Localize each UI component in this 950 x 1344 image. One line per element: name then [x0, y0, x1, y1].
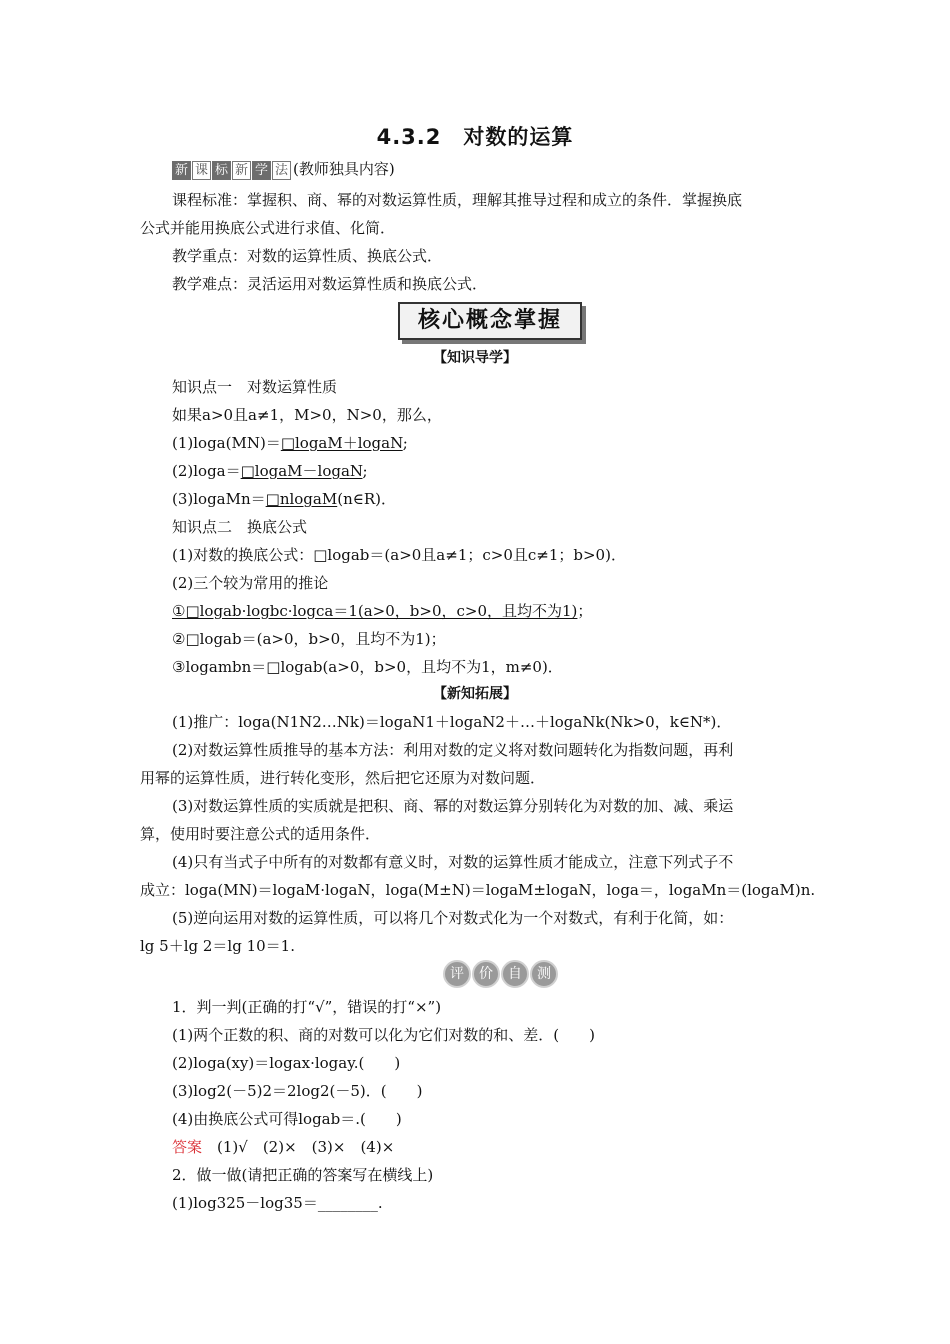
- answer-fill: □logaM－logaN: [240, 462, 363, 480]
- answer-text: (1)√ (2)× (3)× (4)×: [202, 1138, 395, 1156]
- kp1-heading: 知识点一 对数运算性质: [172, 378, 338, 396]
- tag-char: 课: [192, 161, 211, 180]
- extension-line: (4)只有当式子中所有的对数都有意义时，对数的运算性质才能成立，注意下列式子不: [172, 853, 734, 871]
- intro-line: 公式并能用换底公式进行求值、化简．: [140, 219, 396, 237]
- intro-line: 教学重点：对数的运算性质、换底公式．: [172, 247, 443, 265]
- kp2-item: (2)三个较为常用的推论: [172, 574, 329, 592]
- question-1-item: (4)由换底公式可得logab＝.( ): [172, 1110, 402, 1128]
- extension-line: (5)逆向运用对数的运算性质，可以将几个对数式化为一个对数式，有利于化简，如：: [172, 909, 734, 927]
- eval-char: 价: [472, 960, 500, 988]
- page-title: 4.3.2 对数的运算: [376, 125, 574, 149]
- tag-note: (教师独具内容): [293, 160, 395, 178]
- answer-fill: □nlogaM: [265, 490, 338, 508]
- kp2-corollary: ①□logab·logbc·logca＝1(a>0，b>0，c>0，且均不为1)；: [172, 602, 593, 620]
- question-1-item: (1)两个正数的积、商的对数可以化为它们对数的和、差．( ): [172, 1026, 595, 1044]
- extension-line: (1)推广：loga(N1N2…Nk)＝logaN1＋logaN2＋…＋logaNk(Nk>0，k∈N*)．: [172, 713, 732, 731]
- tag-badge: [172, 161, 291, 180]
- tag-char: 新: [232, 161, 251, 180]
- answer-label: 答案: [172, 1138, 203, 1156]
- intro-line: 课程标准：掌握积、商、幂的对数运算性质，理解其推导过程和成立的条件．掌握换底: [172, 191, 743, 209]
- eval-char: 测: [530, 960, 558, 988]
- question-2-item: (1)log325－log35＝________.: [172, 1194, 383, 1212]
- tag-row: [172, 158, 395, 180]
- extension-line: (2)对数运算性质推导的基本方法：利用对数的定义将对数问题转化为指数问题，再利: [172, 741, 734, 759]
- extension-line: lg 5＋lg 2＝lg 10＝1.: [140, 937, 295, 955]
- kp2-corollary: ②□logab＝(a>0，b>0，且均不为1)；: [172, 630, 446, 648]
- extension-heading: 【新知拓展】: [433, 686, 517, 702]
- question-1: 1．判一判(正确的打“√”，错误的打“×”): [172, 998, 442, 1016]
- eval-char: 评: [443, 960, 471, 988]
- extension-line: (3)对数运算性质的实质就是把积、商、幂的对数运算分别转化为对数的加、减、乘运: [172, 797, 734, 815]
- answer-fill: □logaM＋logaN: [280, 434, 403, 452]
- extension-line: 成立：loga(MN)＝logaM·logaN，loga(M±N)＝logaM±logaN，loga＝，logaMn＝(logaM)n.: [140, 881, 816, 899]
- knowledge-heading: 【知识导学】: [433, 350, 517, 366]
- kp2-item: (1)对数的换底公式：□logab＝(a>0且a≠1；c>0且c≠1；b>0)．: [172, 546, 626, 564]
- kp1-item: (1)loga(MN)＝□logaM＋logaN;: [172, 434, 408, 452]
- kp1-item: (2)loga＝□logaM－logaN;: [172, 462, 368, 480]
- section-banner: 核心概念掌握: [398, 302, 582, 340]
- kp1-condition: 如果a>0且a≠1，M>0，N>0，那么，: [172, 406, 442, 424]
- eval-badge: [443, 960, 558, 988]
- tag-char: 新: [172, 161, 191, 180]
- kp2-heading: 知识点二 换底公式: [172, 518, 308, 536]
- kp2-corollary: ③logambn＝□logab(a>0，b>0，且均不为1，m≠0)．: [172, 658, 563, 676]
- eval-char: 自: [501, 960, 529, 988]
- question-1-item: (3)log2(－5)2＝2log2(－5)．( ): [172, 1082, 423, 1100]
- tag-char: 法: [272, 161, 291, 180]
- extension-line: 用幂的运算性质，进行转化变形，然后把它还原为对数问题．: [140, 769, 546, 787]
- tag-char: 学: [252, 161, 271, 180]
- answer-line: [172, 1136, 394, 1158]
- question-2: 2．做一做(请把正确的答案写在横线上): [172, 1166, 434, 1184]
- question-1-item: (2)loga(xy)＝logax·logay.( ): [172, 1054, 401, 1072]
- extension-line: 算，使用时要注意公式的适用条件．: [140, 825, 381, 843]
- intro-line: 教学难点：灵活运用对数运算性质和换底公式．: [172, 275, 488, 293]
- kp1-item: (3)logaMn＝□nlogaM(n∈R)．: [172, 490, 396, 508]
- tag-char: 标: [212, 161, 231, 180]
